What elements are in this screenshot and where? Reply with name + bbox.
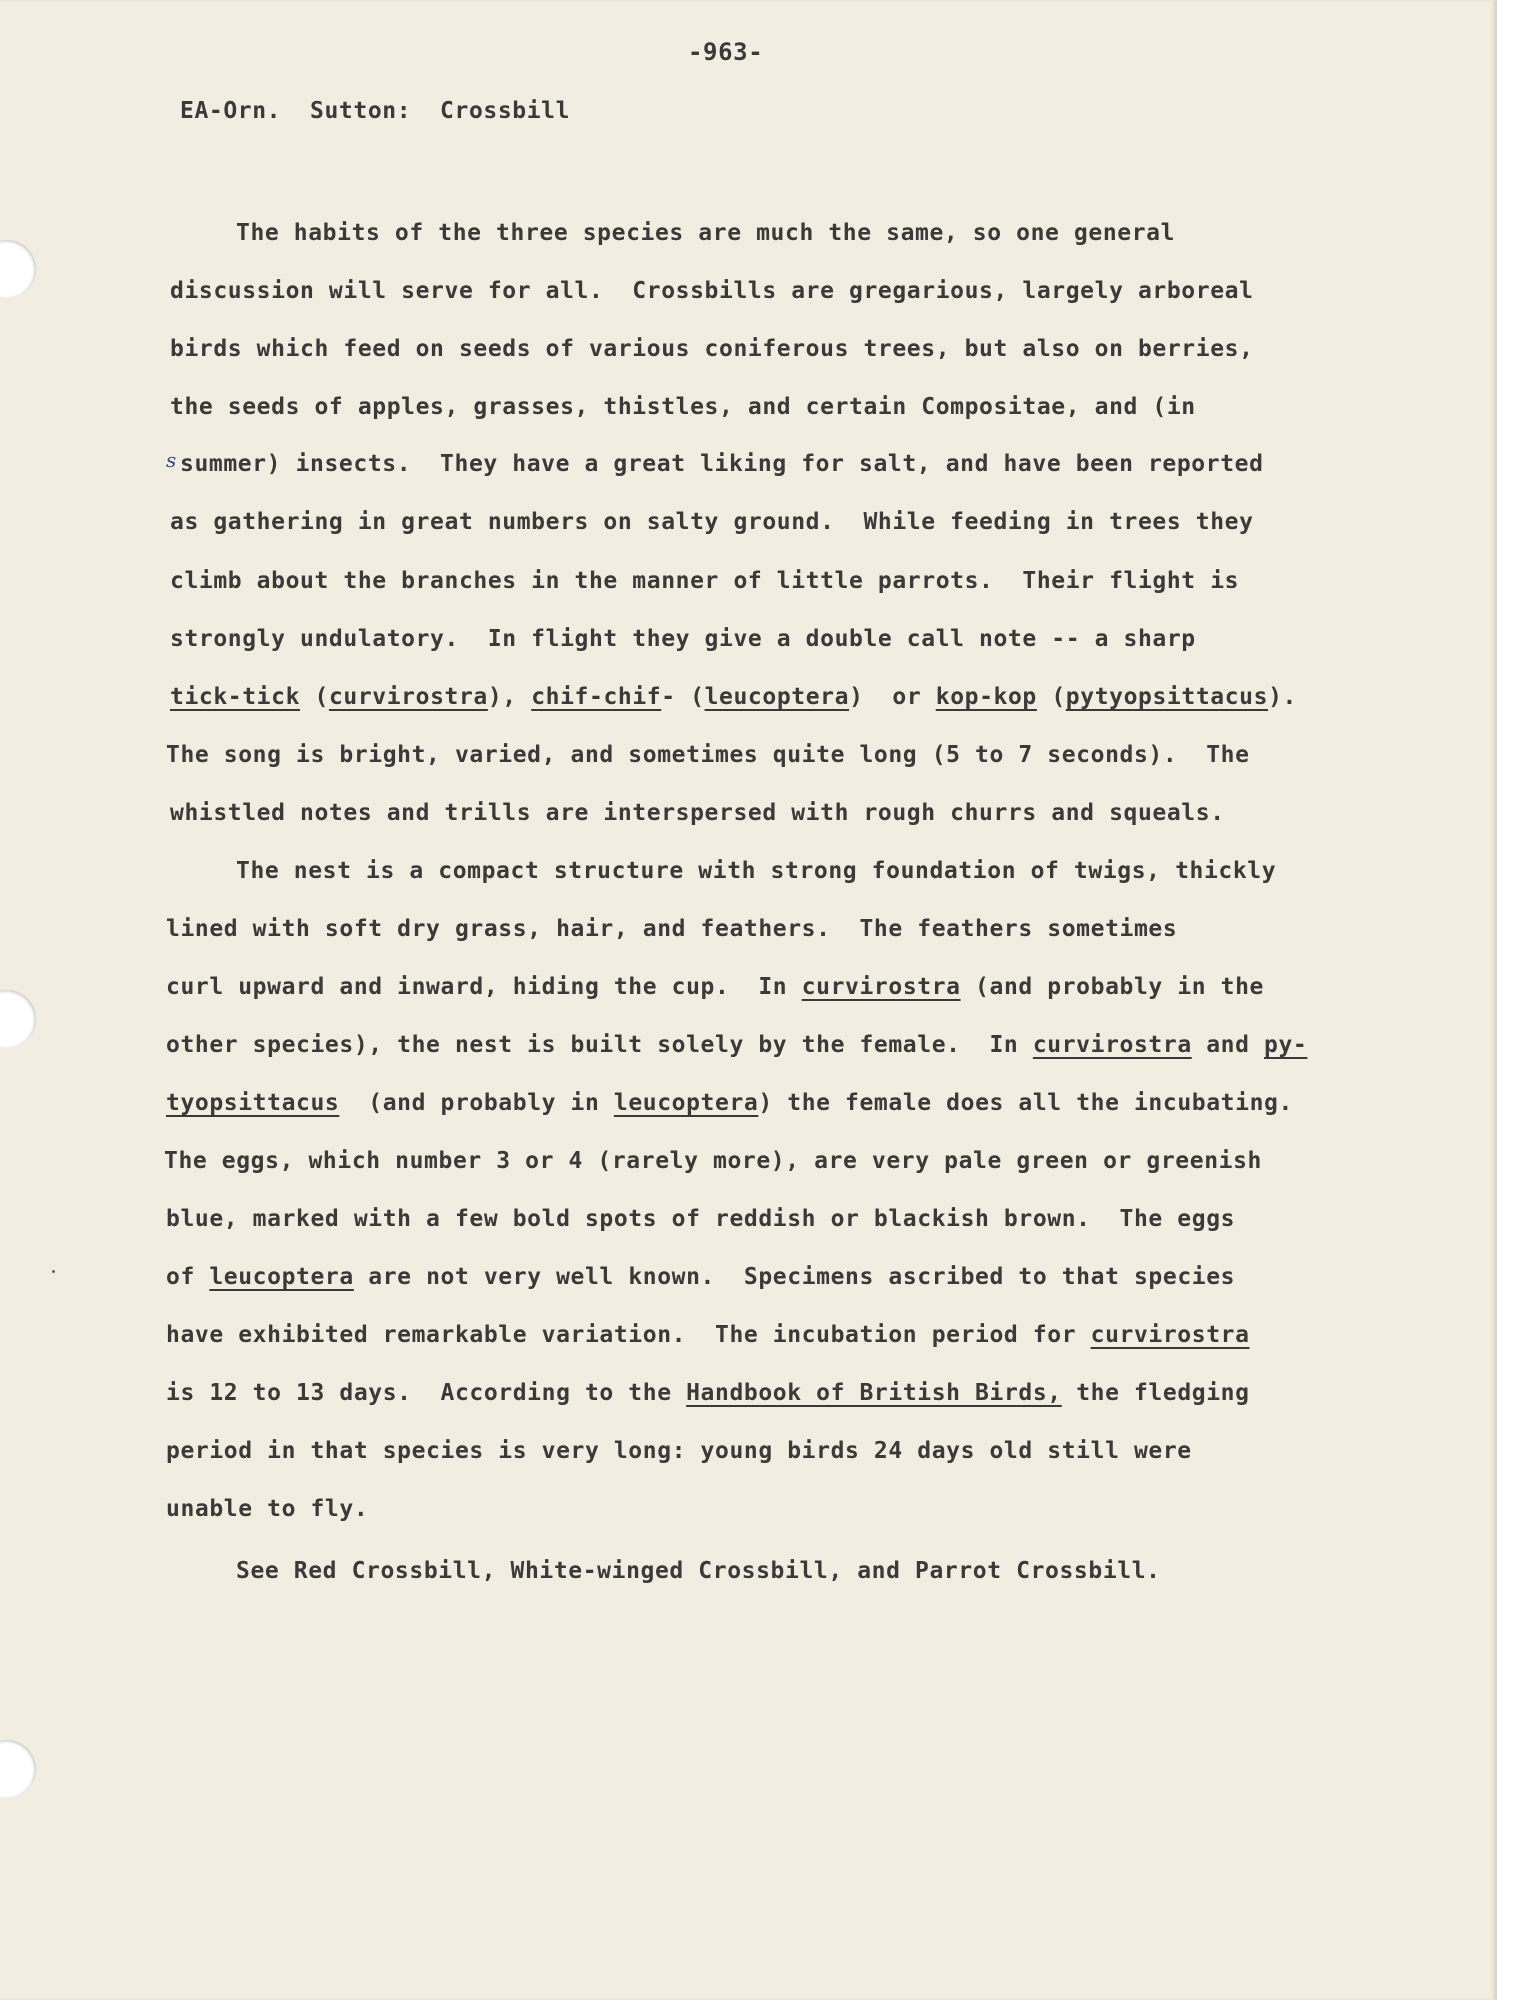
underlined-term: chif-chif bbox=[531, 684, 662, 710]
text-line bbox=[170, 568, 1239, 594]
text-line bbox=[166, 974, 1264, 1000]
text-line bbox=[166, 1438, 1192, 1464]
underlined-term: leucoptera bbox=[209, 1264, 354, 1290]
text-run: See Red Crossbill, White-winged Crossbill, and Parrot Crossbill. bbox=[236, 1558, 1161, 1584]
text-run: have exhibited remarkable variation. The incubation period for bbox=[166, 1322, 1091, 1348]
text-run: The habits of the three species are much the same, so one general bbox=[236, 220, 1176, 246]
ink-speck bbox=[52, 1270, 55, 1273]
page-number: -963- bbox=[688, 38, 764, 66]
text-run: and bbox=[1191, 1032, 1265, 1058]
text-run: (and probably in bbox=[339, 1090, 614, 1116]
text-run: summer) insects. They have a great liking for salt, and have been reported bbox=[180, 451, 1264, 477]
text-line bbox=[170, 626, 1196, 652]
text-run: - ( bbox=[661, 684, 705, 710]
text-run: whistled notes and trills are interspersed with rough churrs and squeals. bbox=[170, 800, 1225, 826]
text-run: discussion will serve for all. Crossbills are gregarious, largely arboreal bbox=[170, 278, 1254, 304]
text-run: are not very well known. Specimens ascribed to that species bbox=[353, 1264, 1236, 1290]
text-run: ( bbox=[1036, 684, 1066, 710]
text-run: ), bbox=[487, 684, 532, 710]
underlined-term: curvirostra bbox=[328, 684, 488, 710]
text-run: the seeds of apples, grasses, thistles, and certain Compositae, and (in bbox=[170, 394, 1196, 420]
text-line bbox=[166, 1380, 1250, 1406]
text-run: curl upward and inward, hiding the cup. In bbox=[166, 974, 802, 1000]
text-line bbox=[236, 858, 1276, 884]
underlined-term: py- bbox=[1264, 1032, 1308, 1058]
text-run: period in that species is very long: young birds 24 days old still were bbox=[166, 1438, 1192, 1464]
text-run: birds which feed on seeds of various coniferous trees, but also on berries, bbox=[170, 336, 1254, 362]
text-run: The eggs, which number 3 or 4 (rarely more), are very pale green or greenish bbox=[164, 1148, 1262, 1174]
text-line bbox=[236, 1558, 1161, 1584]
text-run: blue, marked with a few bold spots of reddish or blackish brown. The eggs bbox=[166, 1206, 1236, 1232]
handwritten-correction: s bbox=[166, 448, 177, 472]
text-run: lined with soft dry grass, hair, and feathers. The feathers sometimes bbox=[166, 916, 1178, 942]
text-run: is 12 to 13 days. According to the bbox=[166, 1380, 687, 1406]
running-header: EA-Orn. Sutton: Crossbill bbox=[180, 98, 571, 124]
punch-hole-top bbox=[0, 240, 36, 298]
text-run: strongly undulatory. In flight they give a double call note -- a sharp bbox=[170, 626, 1196, 652]
underlined-term: curvirostra bbox=[1032, 1032, 1192, 1058]
text-line bbox=[170, 684, 1297, 710]
text-line bbox=[170, 800, 1225, 826]
text-line bbox=[170, 336, 1254, 362]
text-run: as gathering in great numbers on salty ground. While feeding in trees they bbox=[170, 509, 1254, 535]
underlined-term: Handbook of British Birds, bbox=[686, 1380, 1062, 1406]
text-run: The nest is a compact structure with strong foundation of twigs, thickly bbox=[236, 858, 1277, 884]
underlined-term: tick-tick bbox=[170, 684, 301, 710]
text-line bbox=[166, 1496, 368, 1522]
text-run: other species), the nest is built solely by the female. In bbox=[166, 1032, 1033, 1058]
text-run: ). bbox=[1268, 684, 1297, 710]
text-run: ) or bbox=[849, 684, 936, 710]
underlined-term: pytyopsittacus bbox=[1065, 684, 1269, 710]
text-line bbox=[180, 451, 1264, 477]
text-line bbox=[170, 394, 1196, 420]
text-line bbox=[166, 1264, 1235, 1290]
underlined-term: tyopsittacus bbox=[166, 1090, 340, 1116]
text-line bbox=[170, 509, 1254, 535]
underlined-term: curvirostra bbox=[1090, 1322, 1250, 1348]
text-line bbox=[166, 1032, 1307, 1058]
text-run: of bbox=[166, 1264, 210, 1290]
punch-hole-bottom bbox=[0, 1740, 36, 1798]
text-line bbox=[166, 1322, 1250, 1348]
text-run: ) the female does all the incubating. bbox=[758, 1090, 1293, 1116]
underlined-term: kop-kop bbox=[935, 684, 1037, 710]
text-run: the fledging bbox=[1061, 1380, 1250, 1406]
text-run: climb about the branches in the manner of little parrots. Their flight is bbox=[170, 568, 1240, 594]
text-line bbox=[166, 1090, 1293, 1116]
text-line bbox=[166, 742, 1250, 768]
text-line bbox=[236, 220, 1175, 246]
text-run: (and probably in the bbox=[960, 974, 1264, 1000]
underlined-term: curvirostra bbox=[801, 974, 961, 1000]
punch-hole-middle bbox=[0, 990, 36, 1048]
underlined-term: leucoptera bbox=[704, 684, 850, 710]
text-line bbox=[164, 1148, 1262, 1174]
underlined-term: leucoptera bbox=[613, 1090, 759, 1116]
text-line bbox=[166, 916, 1177, 942]
text-line bbox=[166, 1206, 1235, 1232]
text-line bbox=[170, 278, 1254, 304]
text-run: ( bbox=[300, 684, 329, 710]
text-run: The song is bright, varied, and sometimes quite long (5 to 7 seconds). The bbox=[166, 742, 1250, 768]
text-run: unable to fly. bbox=[166, 1496, 369, 1522]
page-edge bbox=[1495, 0, 1513, 2000]
